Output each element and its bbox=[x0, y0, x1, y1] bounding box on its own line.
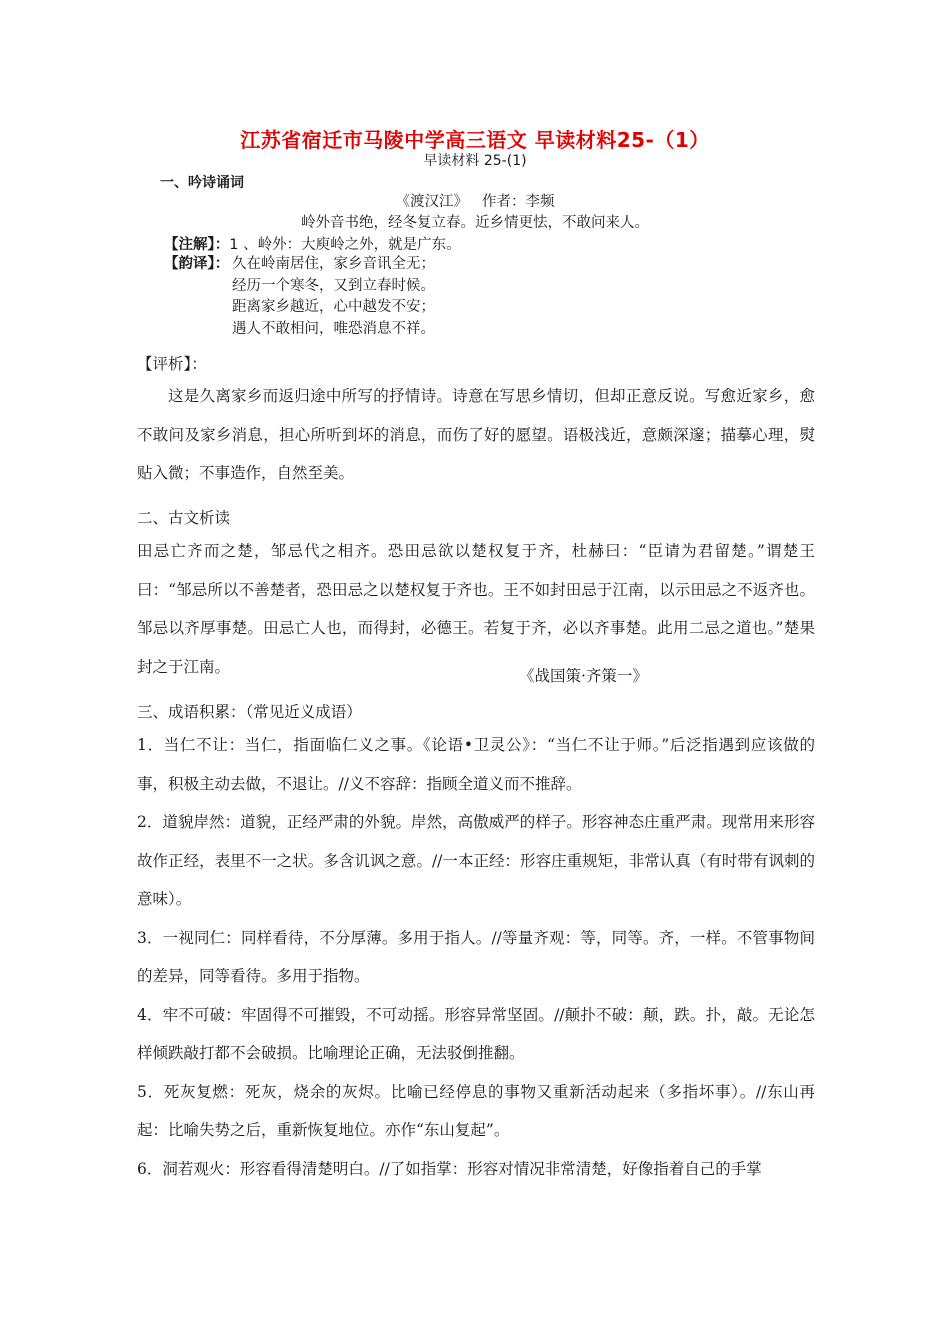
analysis-label: 【评析】： bbox=[137, 355, 207, 373]
poem-translation bbox=[164, 254, 435, 337]
poem-heading bbox=[0, 190, 950, 211]
section2-heading: 二、古文析读 bbox=[137, 509, 231, 527]
document-title: 江苏省宿迁市马陵中学高三语文 早读材料25-（1） bbox=[240, 128, 710, 152]
poem-author: 作者：李频 bbox=[482, 194, 555, 210]
translation-line: 久在岭南居住，家乡音讯全无； bbox=[232, 256, 435, 272]
poem-title: 《渡汉江》 bbox=[395, 194, 468, 210]
translation-line: 遇人不敢相问，唯恐消息不祥。 bbox=[232, 320, 435, 337]
translation-line: 距离家乡越近，心中越发不安； bbox=[232, 299, 435, 315]
analysis-text: 这是久离家乡而返归途中所写的抒情诗。诗意在写思乡情切，但却正意反说。写愈近家乡，愈不敢问及家乡消息，担心所听到坏的消息，而伤了好的愿望。语极浅近，意颇深邃；描摹心理，熨贴入微；不事造作，自然至美。 bbox=[137, 387, 815, 482]
analysis-section bbox=[137, 377, 815, 493]
poem-lines: 岭外音书绝，经冬复立春。近乡情更怯，不敢问来人。 bbox=[301, 215, 649, 231]
section3-heading: 三、成语积累：（常见近义成语） bbox=[137, 703, 362, 721]
idiom-list bbox=[137, 726, 815, 1188]
section2-source: 《战国策·齐策一》 bbox=[519, 667, 648, 685]
translation-label: 【韵译】： bbox=[164, 256, 230, 272]
section1-heading: 一、吟诗诵词 bbox=[160, 175, 244, 191]
list-item: 2．道貌岸然：道貌，正经严肃的外貌。岸然，高傲威严的样子。形容神态庄重严肃。现常用来形容故作正经，表里不一之状。多含讥讽之意。//一本正经：形容庄重规矩，非常认真（有时带有讽刺的意味）。 bbox=[137, 813, 815, 908]
list-item: 6．洞若观火：形容看得清楚明白。//了如指掌：形容对情况非常清楚，好像指着自己的手掌 bbox=[137, 1159, 762, 1178]
list-item: 1．当仁不让：当仁，指面临仁义之事。《论语•卫灵公》：“当仁不让于师。”后泛指遇到应该做的事，积极主动去做，不退让。//义不容辞：指顾全道义而不推辞。 bbox=[137, 736, 815, 793]
translation-line: 经历一个寒冬，又到立春时候。 bbox=[232, 277, 435, 294]
list-item: 5．死灰复燃：死灰，烧余的灰烬。比喻已经停息的事物又重新活动起来（多指坏事）。//东山再起：比喻失势之后，重新恢复地位。亦作“东山复起”。 bbox=[137, 1082, 815, 1139]
document-subtitle: 早读材料 25-(1) bbox=[423, 153, 527, 169]
poem-note bbox=[164, 233, 461, 254]
list-item: 4．牢不可破：牢固得不可摧毁，不可动摇。形容异常坚固。//颠扑不破：颠，跌。扑，敲。无论怎样倾跌敲打都不会破损。比喻理论正确，无法驳倒推翻。 bbox=[137, 1005, 815, 1062]
note-text: 1 、岭外：大庾岭之外，就是广东。 bbox=[229, 237, 461, 253]
section2-text: 田忌亡齐而之楚，邹忌代之相齐。恐田忌欲以楚权复于齐，杜赫曰：“臣请为君留楚。”谓楚王曰：“邹忌所以不善楚者，恐田忌之以楚权复于齐也。王不如封田忌于江南，以示田忌之不返齐也。邹忌以齐厚事楚。田忌亡人也，而得封，必德王。若复于齐，必以齐事楚。此用二忌之道也。”楚果封之于江南。 bbox=[137, 542, 815, 676]
note-label: 【注解】： bbox=[164, 237, 230, 253]
list-item: 3．一视同仁：同样看待，不分厚薄。多用于指人。//等量齐观：等，同等。齐，一样。不管事物间的差异，同等看待。多用于指物。 bbox=[137, 928, 815, 985]
section2-body bbox=[137, 532, 815, 686]
